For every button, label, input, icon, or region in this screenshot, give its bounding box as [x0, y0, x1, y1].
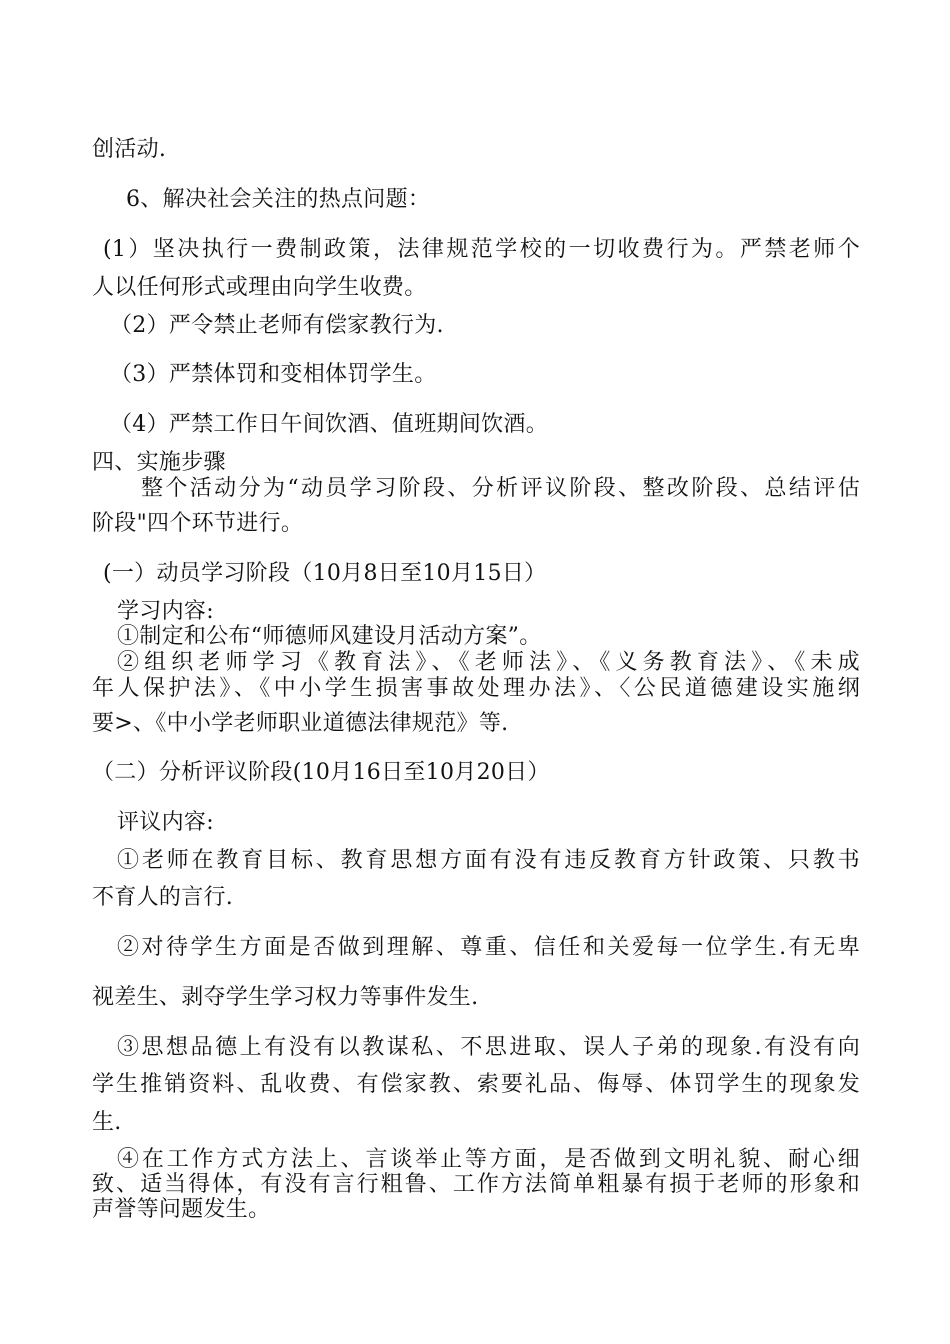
list-item: （2）严令禁止老师有偿家教行为.	[110, 313, 444, 338]
text-line: 学生推销资料、乱收费、有偿家教、索要礼品、侮辱、体罚学生的现象发	[92, 1072, 860, 1097]
list-item: ②组织老师学习《教育法》、《老师法》、《义务教育法》、《未成	[117, 650, 860, 675]
text-line: 要>、《中小学老师职业道德法律规范》等.	[92, 711, 509, 736]
list-item: ②对待学生方面是否做到理解、尊重、信任和关爱每一位学生.有无卑	[117, 935, 860, 960]
text-line: 年人保护法》、《中小学生损害事故处理办法》、〈公民道德建设实施纲	[92, 676, 860, 701]
text-line: 创活动.	[92, 137, 167, 162]
text-line: 不育人的言行.	[92, 885, 234, 910]
text-line: 生.	[92, 1110, 122, 1135]
text-line: 视差生、剥夺学生学习权力等事件发生.	[92, 985, 479, 1010]
list-item: （4）严禁工作日午间饮酒、值班期间饮酒。	[110, 412, 548, 437]
section-heading: （二）分析评议阶段(10月16日至10月20日）	[92, 760, 550, 785]
text-line: 声誉等问题发生。	[92, 1197, 271, 1222]
section-heading: 6、解决社会关注的热点问题：	[126, 187, 431, 212]
list-item: （3）严禁体罚和变相体罚学生。	[110, 362, 437, 387]
text-line: 阶段"四个环节进行。	[92, 511, 304, 536]
list-item: ③思想品德上有没有以教谋私、不思进取、误人子弟的现象.有没有向	[117, 1035, 860, 1060]
section-heading: 四、实施步骤	[92, 450, 226, 475]
text-line: 致、适当得体，有没有言行粗鲁、工作方法简单粗暴有损于老师的形象和	[92, 1172, 860, 1197]
text-line: 评议内容:	[117, 810, 214, 835]
text-line: 人以任何形式或理由向学生收费。	[92, 275, 427, 300]
section-heading: (一）动员学习阶段（10月8日至10月15日）	[103, 561, 547, 586]
text-line: 整个活动分为“动员学习阶段、分析评议阶段、整改阶段、总结评估	[141, 476, 860, 501]
list-item: ①老师在教育目标、教育思想方面有没有违反教育方针政策、只教书	[117, 848, 860, 873]
text-line: 学习内容:	[117, 599, 214, 624]
list-item: ①制定和公布“师德师风建设月活动方案”。	[117, 624, 542, 649]
list-item: ④在工作方式方法上、言谈举止等方面，是否做到文明礼貌、耐心细	[117, 1147, 860, 1172]
list-item: (1）坚决执行一费制政策，法律规范学校的一切收费行为。严禁老师个	[103, 237, 860, 262]
